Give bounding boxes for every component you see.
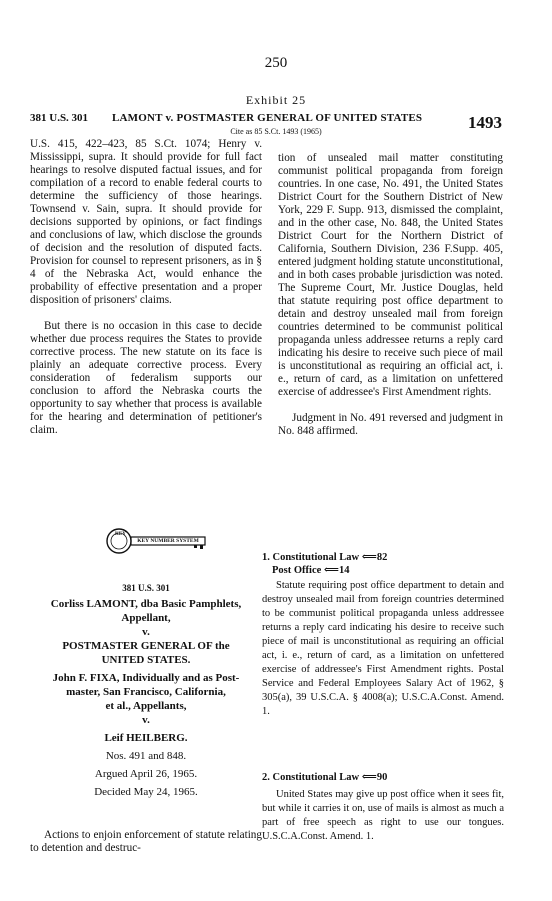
headnote-1-title: 1. Constitutional Law ⟸82 <box>262 552 388 563</box>
headnote-1 <box>262 551 504 719</box>
argued-date: Argued April 26, 1965. <box>94 768 198 780</box>
syllabus-start: Actions to enjoin enforcement of statute relating to detention and destruc- <box>30 829 262 854</box>
judgment-text: Judgment in No. 491 reversed and judgment in No. 848 affirmed. <box>278 412 503 437</box>
decided-date: Decided May 24, 1965. <box>94 786 198 798</box>
party-lamont-role: Appellant, <box>121 612 171 624</box>
running-title: LAMONT v. POSTMASTER GENERAL OF UNITED STATES <box>112 112 423 124</box>
key-letters: KEY <box>115 532 126 537</box>
right-column <box>278 152 503 438</box>
key-number-system-text: KEY NUMBER SYSTEM <box>137 538 199 544</box>
case-numbers: Nos. 491 and 848. <box>105 750 187 762</box>
headnote-2 <box>262 771 504 844</box>
left-column <box>30 138 262 437</box>
right-paragraph-1: tion of unsealed mail matter constituting communist political propaganda from foreign countries. In one case, No. 491, the United States District Court for the Southern District of New York, 229 F. Supp. 913, dismissed the complaint, and in the other case, No. 848, the United States District Court for the Northern District of California, Southern Division, 236 F.Supp. 405, entered judgment holding statute unconstitutional, and in both cases probable jurisdiction was noted. The Supreme Court, Mr. Justice Douglas, held that statute requiring post office department to detain and destroy unsealed mail from foreign countries determined to be communist political propaganda unless addressee returns a reply card indicating his desire to receive such piece of mail is unconstitutional as requiring an official act, i. e., return of card, as a limitation on unfettered exercise of addressee's First Amendment rights. <box>278 152 503 398</box>
case-caption <box>30 581 262 799</box>
party-fixa-line-1: John F. FIXA, Individually and as Post- <box>52 672 240 684</box>
caption-cite: 381 U.S. 301 <box>122 583 170 593</box>
page-number: 250 <box>264 55 288 71</box>
party-fixa-line-2: master, San Francisco, California, <box>66 686 226 698</box>
headnote-1-subtitle: Post Office ⟸14 <box>272 565 350 576</box>
headnote-2-text: United States may give up post office when it sees fit, but while it carries it on, use of mails is almost as much a part of free speech as right to use our tongues. U.S.C.A.Const. Amend. 1. <box>262 789 504 842</box>
headnote-1-text: Statute requiring post office department to detain and destroy unsealed mail from foreign countries determined to be communist political propaganda unless addressee returns a reply card indicating his desire to receive such piece of mail is unconstitutional as requiring an official act, i. e., return of card, as a limitation on unfettered exercise of addressee's First Amendment rights. Postal Service and Federal Employees Salary Act of 1962, § 305(a), 39 U.S.C.A. § 4008(a); U.S.C.A.Const. Amend. 1. <box>262 580 504 717</box>
key-number-system-icon <box>104 527 210 555</box>
versus-1: v. <box>142 626 150 638</box>
party-heilberg: Leif HEILBERG. <box>104 732 188 744</box>
left-paragraph-2: But there is no occasion in this case to decide whether due process requires the States to provide corrective process. The new statute on its face is plainly an adequate corrective process. Every consideration of federalism supports our conclusion to afford the Nebraska courts the opportunity to say whether that process is available for the hearing and determination of petitioner's claim. <box>30 320 262 436</box>
exhibit-label: Exhibit 25 <box>245 93 307 107</box>
case-citation: 381 U.S. 301 <box>30 112 89 124</box>
cite-as: Cite as 85 S.Ct. 1493 (1965) <box>230 127 322 136</box>
left-paragraph-1: U.S. 415, 422–423, 85 S.Ct. 1074; Henry v. Mississippi, supra. It should provide for full fact hearings to resolve disputed factual issues, and for compilation of a record to enable federal courts to determine the sufficiency of those hearings. Townsend v. Sain, supra. It should provide for decisions supported by opinions, or fact findings and conclusions of law, which disclose the grounds of decision and the resolution of disputed facts. Provision for counsel to represent prisoners, as in § 4 of the Nebraska Act, would enhance the probability of effective presentation and a proper disposition of prisoners' claims. <box>30 138 262 306</box>
headnote-2-title: 2. Constitutional Law ⟸90 <box>262 772 388 783</box>
reporter-page-number: 1493 <box>468 113 502 132</box>
party-fixa-line-3: et al., Appellants, <box>105 700 187 712</box>
respondent-line-1: POSTMASTER GENERAL OF the <box>62 640 230 652</box>
party-lamont: Corliss LAMONT, dba Basic Pamphlets, <box>50 598 242 610</box>
versus-2: v. <box>142 714 150 726</box>
respondent-line-2: UNITED STATES. <box>101 654 191 666</box>
